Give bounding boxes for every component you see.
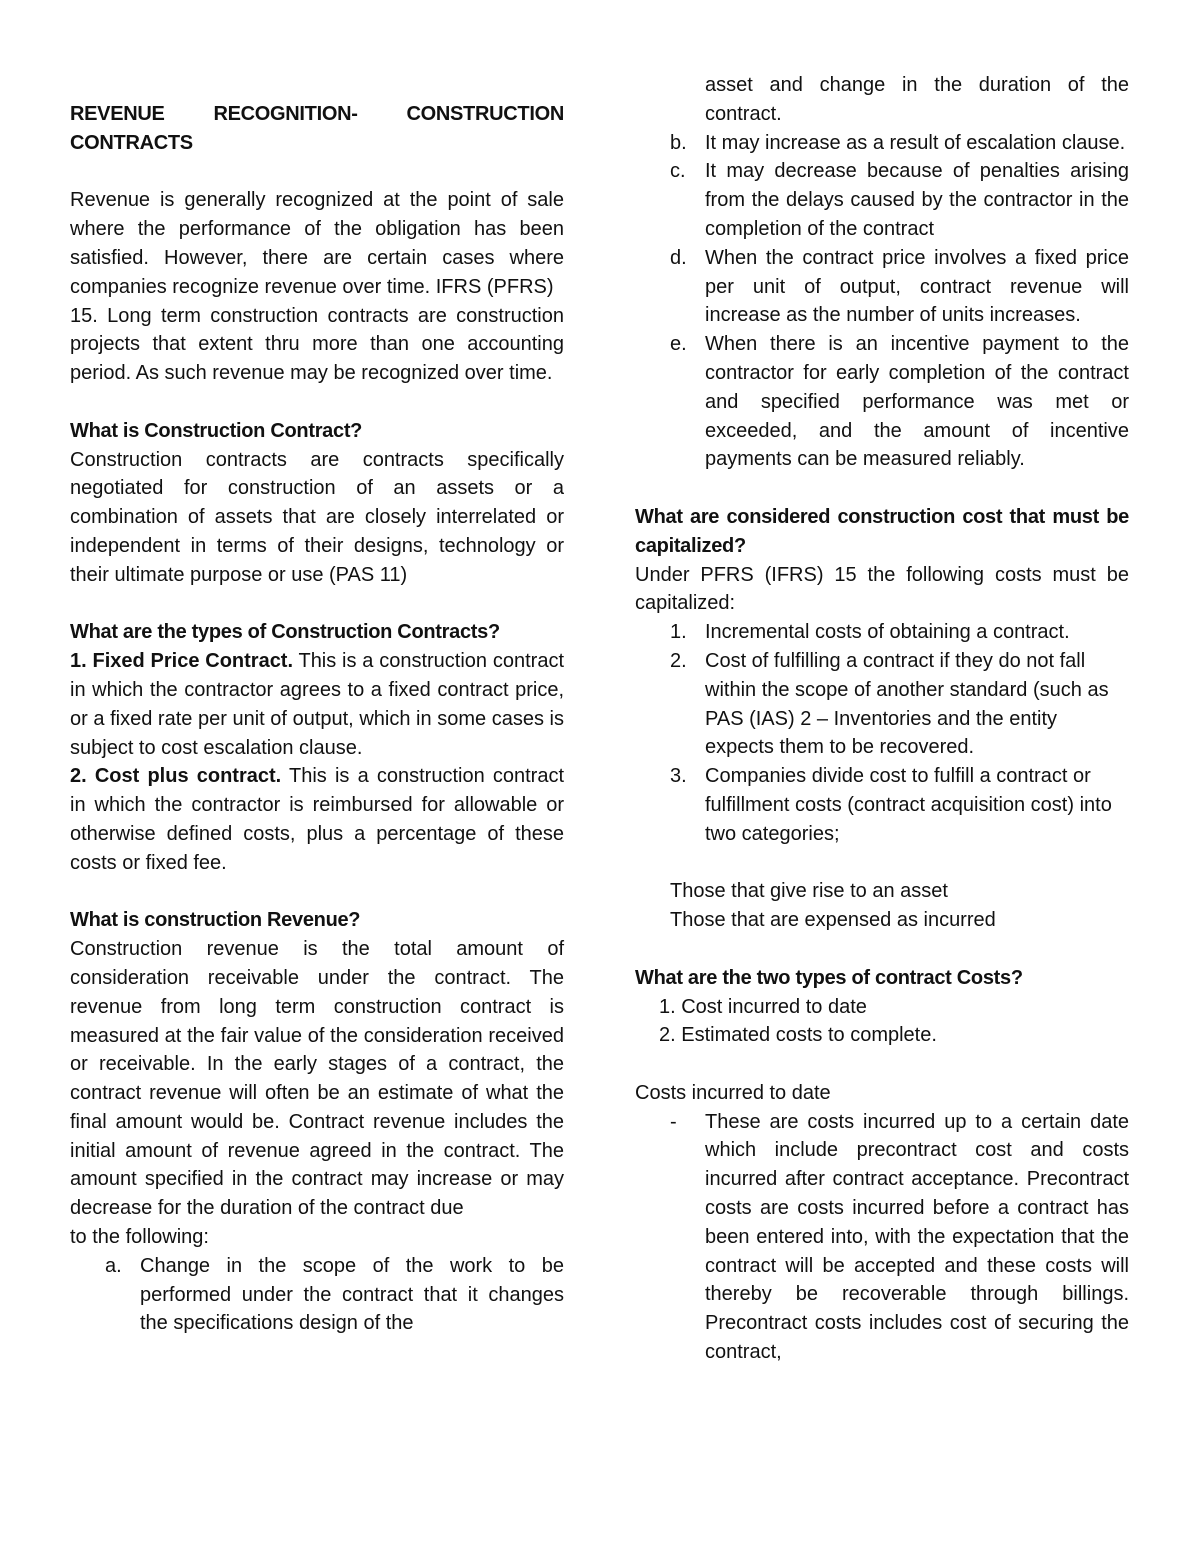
list-item bbox=[635, 762, 1129, 848]
subheading-costs-incurred: Costs incurred to date bbox=[635, 1081, 831, 1104]
list-item bbox=[635, 330, 1129, 474]
list-item bbox=[635, 647, 1129, 762]
title-line-1 bbox=[70, 100, 564, 129]
costs-incurred-list bbox=[635, 1108, 1129, 1367]
contract-type-fixed-price bbox=[70, 647, 564, 762]
contract-type-cost-plus-text: This is a construction contract in which the contractor is reimbursed for allowable or otherwise defined costs, plus a percentage of these costs or fixed fee. bbox=[70, 765, 564, 874]
cost-type-estimated: 2. Estimated costs to complete. bbox=[659, 1024, 937, 1047]
list-item bbox=[70, 1252, 564, 1338]
list-marker: 3. bbox=[670, 765, 687, 788]
list-item-text: These are costs incurred up to a certain date which include precontract cost and costs incurred after contract acceptance. Precontract costs are costs incurred before a contract has been entered into, with the expectation that the contract will be accepted and these costs will thereby be recoverable through billings. Precontract costs includes cost of securing the contract, bbox=[705, 1110, 1129, 1364]
title-word-3: CONSTRUCTION bbox=[406, 103, 564, 125]
list-item-text: Change in the scope of the work to be performed under the contract that it changes the specifications design of the bbox=[140, 1254, 564, 1335]
list-marker: b. bbox=[670, 131, 687, 154]
list-marker: a. bbox=[105, 1254, 122, 1277]
list-marker: e. bbox=[670, 333, 687, 356]
list-item bbox=[635, 157, 1129, 243]
capitalized-costs-list bbox=[635, 618, 1129, 848]
list-marker: d. bbox=[670, 246, 687, 269]
revenue-change-list-continued bbox=[635, 71, 1129, 474]
intro-paragraph-1: Revenue is generally recognized at the point of sale where the performance of the obligation has been satisfied. However, there are certain cases where companies recognize revenue over time. IFRS (PFRS) bbox=[70, 189, 564, 298]
list-item-text: It may decrease because of penalties arising from the delays caused by the contractor in the completion of the contract bbox=[705, 160, 1129, 240]
list-marker: 1. bbox=[670, 621, 687, 644]
intro-paragraph-2: 15. Long term construction contracts are construction projects that extent thru more than one accounting period. As such revenue may be recognized over time. bbox=[70, 304, 564, 385]
construction-revenue-tail: to the following: bbox=[70, 1226, 209, 1249]
list-item-text: When there is an incentive payment to the contractor for early completion of the contract and specified performance was met or exceeded, and the amount of incentive payments can be measured reliably. bbox=[705, 333, 1129, 471]
list-marker: 2. bbox=[670, 649, 687, 672]
list-item bbox=[635, 129, 1129, 158]
heading-contract-types: What are the types of Construction Contracts? bbox=[70, 621, 500, 644]
title-word-1: REVENUE bbox=[70, 103, 165, 125]
cost-type-incurred: 1. Cost incurred to date bbox=[659, 995, 867, 1018]
title-word-2: RECOGNITION- bbox=[213, 103, 358, 125]
cost-category-asset: Those that give rise to an asset bbox=[670, 880, 948, 903]
list-item bbox=[635, 71, 1129, 129]
right-column bbox=[635, 71, 1129, 1367]
heading-construction-contract: What is Construction Contract? bbox=[70, 419, 363, 442]
contract-type-cost-plus-lead: 2. Cost plus contract. bbox=[70, 765, 282, 788]
list-marker: - bbox=[670, 1110, 677, 1133]
list-item-text: Cost of fulfilling a contract if they do not fall within the scope of another standard (such as PAS (IAS) 2 – Inventories and the entity expects them to be recovered. bbox=[705, 649, 1109, 759]
list-item bbox=[635, 1108, 1129, 1367]
cost-category-expensed: Those that are expensed as incurred bbox=[670, 909, 996, 932]
list-item-text: When the contract price involves a fixed price per unit of output, contract revenue will increase as the number of units increases. bbox=[705, 246, 1129, 327]
title-line-2: CONTRACTS bbox=[70, 131, 193, 154]
heading-contract-cost-types: What are the two types of contract Costs? bbox=[635, 966, 1023, 989]
document-title bbox=[70, 100, 564, 158]
contract-type-cost-plus bbox=[70, 762, 564, 877]
heading-construction-revenue: What is construction Revenue? bbox=[70, 909, 361, 932]
revenue-change-list bbox=[70, 1252, 564, 1338]
list-item bbox=[635, 618, 1129, 647]
capitalized-costs-intro: Under PFRS (IFRS) 15 the following costs must be capitalized: bbox=[635, 563, 1129, 615]
list-item-text: asset and change in the duration of the contract. bbox=[705, 74, 1129, 125]
contract-type-fixed-price-text: This is a construction contract in which the contractor agrees to a fixed contract price, or a fixed rate per unit of output, which in some cases is subject to cost escalation clause. bbox=[70, 650, 564, 759]
heading-capitalized-costs: What are considered construction cost that must be capitalized? bbox=[635, 505, 1129, 557]
contract-type-fixed-price-lead: 1. Fixed Price Contract. bbox=[70, 650, 294, 673]
list-item-text: It may increase as a result of escalation clause. bbox=[705, 131, 1126, 154]
list-item bbox=[635, 244, 1129, 330]
list-item-text: Companies divide cost to fulfill a contract or fulfillment costs (contract acquisition cost) into two categories; bbox=[705, 765, 1112, 845]
left-column bbox=[70, 100, 564, 1338]
list-marker: c. bbox=[670, 160, 686, 183]
construction-revenue-body: Construction revenue is the total amount of consideration receivable under the contract. The revenue from long term construction contract is measured at the fair value of the consideration received or receivable. In the early stages of a contract, the contract revenue will often be an estimate of what the final amount would be. Contract revenue includes the initial amount of revenue agreed in the contract. The amount specified in the contract may increase or may decrease for the duration of the contract due bbox=[70, 938, 564, 1220]
construction-contract-body: Construction contracts are contracts specifically negotiated for construction of an assets or a combination of assets that are closely interrelated or independent in terms of their designs, technology or their ultimate purpose or use (PAS 11) bbox=[70, 448, 564, 586]
list-item-text: Incremental costs of obtaining a contract. bbox=[705, 621, 1070, 644]
